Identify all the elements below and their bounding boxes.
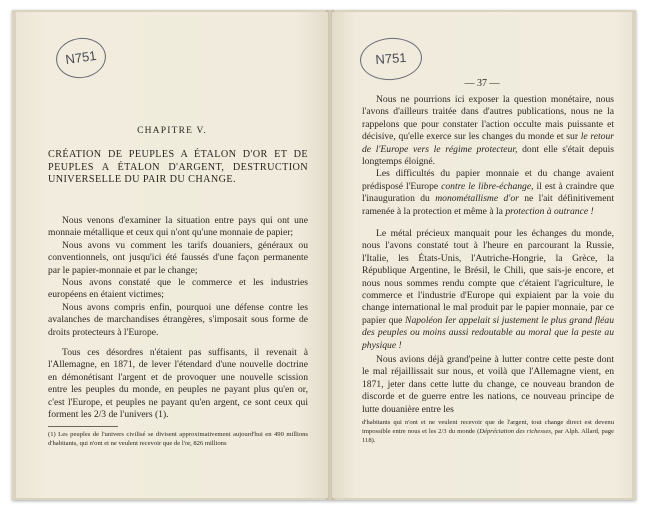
library-stamp: N751 xyxy=(359,36,424,82)
paragraph: Nous avons vu comment les tarifs douaniers, généraux ou conventionnels, ont jusqu'ici été faussés d'une façon permanente par le papier-monnaie et par le change; xyxy=(48,239,308,276)
footnote-rule xyxy=(48,426,118,427)
right-body-2 xyxy=(362,228,614,352)
page-number: — 37 — xyxy=(464,78,500,89)
right-page xyxy=(332,12,632,498)
paragraph: Nous avons constaté que le commerce et les industries européens en étaient victimes; xyxy=(48,277,308,301)
paragraph: Nous avons compris enfin, pourquoi une défense contre les avalanches de marchandises étrangères, s'imposait sous forme de droits protecteurs à l'Europe. xyxy=(48,301,308,338)
right-body xyxy=(362,94,614,218)
left-body-2 xyxy=(48,347,308,421)
library-stamp: N751 xyxy=(53,35,108,82)
chapter-title: CRÉATION DE PEUPLES A ÉTALON D'OR ET DE PEUPLES A ÉTALON D'ARGENT, DESTRUCTION UNIVERSELLE DU PAIR DU CHANGE. xyxy=(48,149,308,186)
open-book xyxy=(12,10,636,500)
paragraph: Nous avions déjà grand'peine à lutter contre cette peste dont le mal réjaillissait sur nous, et voilà que l'Allemagne vient, en 1871, jeter dans cette lutte du change, ce nouveau brandon de discorde et de guerre entre les nations, ce nouveau principe de lutte douanière entre les xyxy=(362,354,614,415)
right-body-3 xyxy=(362,354,614,416)
left-body xyxy=(48,215,308,339)
paragraph: Le métal précieux manquait pour les échanges du monde, nous l'avons constaté tout à l'heure en parcourant la Russie, l'Italie, les États-Unis, l'Autriche-Hongrie, la Grèce, la République Argentine, le Brésil, le Chili, que sais-je encore, et nous nous sommes rendu compte que c'étaient l'agriculture, le commerce et l'industrie d'Europe qui expiaient par la voie du change international le mal produit par le papier monnaie, par ce papier que Napoléon Ier appelait si justement le plus grand fléau des peuples ou moins aussi redoutable au moral que la peste au physique ! xyxy=(362,228,615,351)
chapter-heading: CHAPITRE V. xyxy=(137,126,207,136)
footnote: d'habitants qui n'ont et ne veulent recevoir que de l'argent, tout change direct est devenu impossible entre nous et les 2/3 du monde (Dépréciation des richesses, par Alph. Allard, page 118). xyxy=(362,419,614,445)
paragraph: Nous venons d'examiner la situation entre pays qui ont une monnaie métallique et ceux qui n'ont qu'une monnaie de papier; xyxy=(48,215,308,239)
paragraph: Les difficultés du papier monnaie et du change avaient prédisposé l'Europe contre le libre-échange, il est à craindre que l'inauguration du monométallisme d'or ne l'ait définitivement ramenée à la protection et même à la protection à outrance ! xyxy=(362,168,614,217)
paragraph: Nous ne pourrions ici exposer la question monétaire, nous l'avons d'ailleurs traitée dans d'autres publications, nous ne la rappelons que pour constater l'action occulte mais puissante et décisive, qu'elle exerce sur les changes du monde et sur le retour de l'Europe vers le régime protecteur, dont elle s'était depuis longtemps éloigné. xyxy=(362,94,614,168)
paragraph: Tous ces désordres n'étaient pas suffisants, il revenait à l'Allemagne, en 1871, de lever l'étendard d'une nouvelle doctrine en démonétisant l'argent et de provoquer une nouvelle scission entre les peuples du monde, en peuples ne payant plus qu'en or, c'est l'Europe, et peuples ne payant qu'en argent, ce sont ceux qui forment les 2/3 de l'univers (1). xyxy=(48,347,308,421)
footnote: (1) Les peuples de l'univers civilisé se divisent approximativement aujourd'hui en 490 millions d'habitants, qui n'ont et ne veulent recevoir que de l'or, 826 millions xyxy=(48,431,308,448)
left-page xyxy=(16,12,328,498)
